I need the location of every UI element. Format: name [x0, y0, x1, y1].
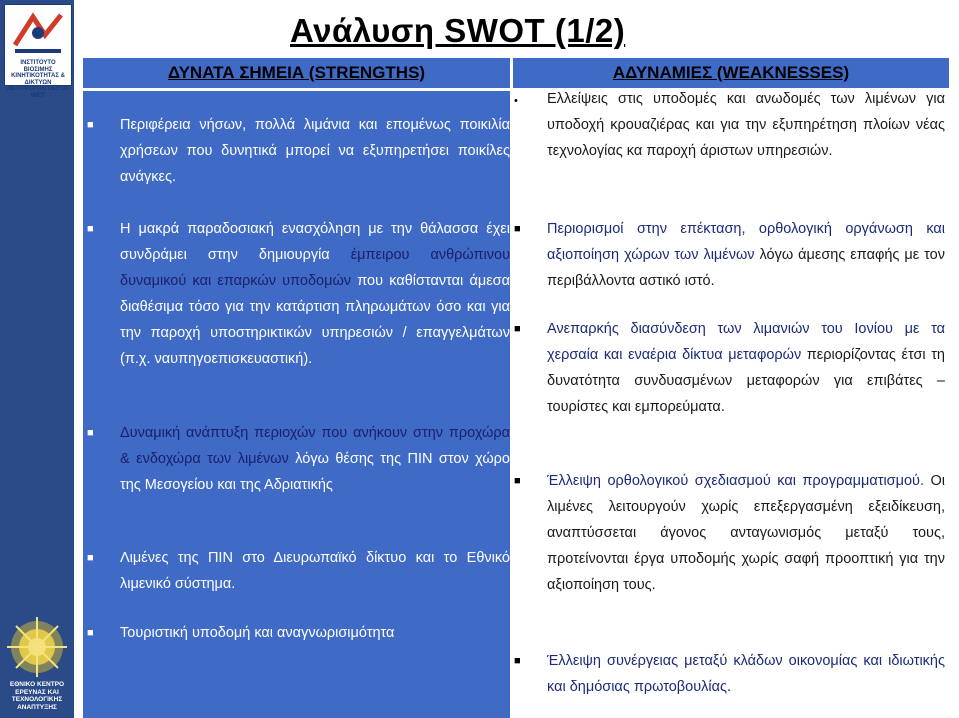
bullet-icon: ■ [87, 223, 94, 235]
institute-logo-icon [5, 5, 71, 61]
bullet-icon: ■ [514, 655, 521, 667]
weakness-item-2-text-b: λόγω άμεσης επαφής με τον περιβάλλοντα αστικό ιστό. [547, 247, 945, 289]
bullet-icon: ■ [87, 427, 94, 439]
weakness-item-5-text-b: . [726, 679, 731, 695]
weakness-item-2-highlight: Περιορισμοί στην επέκταση, ορθολογική οργάνωση και αξιοποίηση χώρων των λιμένων [547, 221, 945, 263]
weakness-item-4-highlight: Έλλειψη ορθολογικού σχεδιασμού και προγραμματισμού. [547, 473, 924, 489]
bullet-icon: ■ [514, 323, 521, 335]
weakness-item-5 [547, 648, 945, 700]
sunburst-logo-icon [2, 615, 72, 679]
bullet-icon: ■ [514, 475, 521, 487]
weakness-item-4 [547, 468, 945, 598]
bullet-icon: ■ [87, 119, 94, 131]
bullet-icon: • [514, 95, 518, 107]
strength-item-5-text: Τουριστική υποδομή και αναγνωρισιμότητα [120, 625, 395, 641]
strength-item-2 [120, 216, 510, 372]
strength-item-2-highlight: έμπειρου ανθρώπινου δυναμικού και επαρκών υποδομών [120, 247, 510, 289]
weakness-item-5-highlight: Έλλειψη συνέργειας μεταξύ κλάδων οικονομίας και ιδιωτικής και δημόσιας πρωτοβουλίας [547, 653, 945, 695]
strength-item-3-highlight: Δυναμική ανάπτυξη περιοχών που ανήκουν στην προχώρα & ενδοχώρα των λιμένων [120, 425, 510, 467]
weakness-item-1 [547, 86, 945, 164]
weakness-item-3-text-b: περιορίζοντας έτσι τη δυνατότητα συνδυασμένων μεταφορών για επιβάτες – τουρίστες και εμπορεύματα. [547, 347, 945, 415]
strength-item-2-text-a: Η μακρά παραδοσιακή ενασχόληση με την θάλασσα έχει συνδράμει στην δημιουργία [120, 221, 510, 263]
weakness-item-1-text: Ελλείψεις στις υποδομές και ανωδομές των λιμένων για υποδοχή κρουαζιέρας και για την εξυπηρέτηση πλοίων νέας τεχνολογίας κα παροχή άριστων υπηρεσιών. [547, 91, 945, 159]
strength-item-5 [120, 620, 510, 646]
institute-logo-text: ΙΝΣΤΙΤΟΥΤΟ ΒΙΟΣΙΜΗΣ ΚΙΝΗΤΙΚΟΤΗΤΑΣ & ΔΙΚΤΥΩΝ ΜΕΤΑΦΟΡΩΝ ΕΚΕΤΑ/ΙΜΕΤ [6, 60, 70, 99]
weakness-item-3-highlight: Ανεπαρκής διασύνδεση των λιμανιών του Ιονίου με τα χερσαία και εναέρια δίκτυα μεταφορών [547, 321, 945, 363]
strength-item-3-text-b: λόγω θέσης της ΠΙΝ στον χώρο της Μεσογείου και της Αδριατικής [120, 451, 510, 493]
weakness-item-3 [547, 316, 945, 420]
strength-item-1-text: Περιφέρεια νήσων, πολλά λιμάνια και επομένως ποικιλία χρήσεων που δυνητικά μπορεί να εξυπηρετήσει ποικίλες ανάγκες. [120, 117, 510, 185]
strength-item-4 [120, 545, 510, 597]
strength-item-2-text-b: που καθίστανται άμεσα διαθέσιμα τόσο για την κατάρτιση πληρωμάτων όσο και για την παροχή υποστηρικτικών υπηρεσιών / επαγγελμάτων (π.χ. ναυπηγοεπισκευαστική). [120, 273, 511, 367]
weakness-item-2 [547, 216, 945, 294]
strength-item-1 [120, 112, 510, 190]
research-centre-logo-text: ΕΘΝΙΚΟ ΚΕΝΤΡΟ ΕΡΕΥΝΑΣ ΚΑΙ ΤΕΧΝΟΛΟΓΙΚΗΣ ΑΝΑΠΤΥΞΗΣ [9, 681, 65, 711]
strength-item-4-text: Λιμένες της ΠΙΝ στο Διευρωπαϊκό δίκτυο και το Εθνικό λιμενικό σύστημα. [120, 550, 510, 592]
institute-logo [4, 4, 72, 99]
strength-item-3 [120, 420, 510, 498]
weakness-item-4-text-b: Οι λιμένες λειτουργούν χωρίς επεξεργασμένη εξειδίκευση, αναπτύσσεται άγονος ανταγωνισμός μεταξύ τους, προτείνονται έργα υποδομής χωρίς σαφή προοπτική για την αξιοποίηση τους. [547, 473, 946, 593]
slide-title: Ανάλυση SWOT (1/2) [290, 12, 626, 49]
weaknesses-heading: ΑΔΥΝΑΜΙΕΣ (WEAKNESSES) [513, 58, 949, 88]
strengths-heading: ΔΥΝΑΤΑ ΣΗΜΕΙΑ (STRENGTHS) [83, 58, 510, 88]
bullet-icon: ■ [87, 552, 94, 564]
bullet-icon: ■ [87, 627, 94, 639]
bullet-icon: ■ [514, 223, 521, 235]
left-sidebar [0, 0, 74, 718]
research-centre-logo [2, 615, 72, 715]
